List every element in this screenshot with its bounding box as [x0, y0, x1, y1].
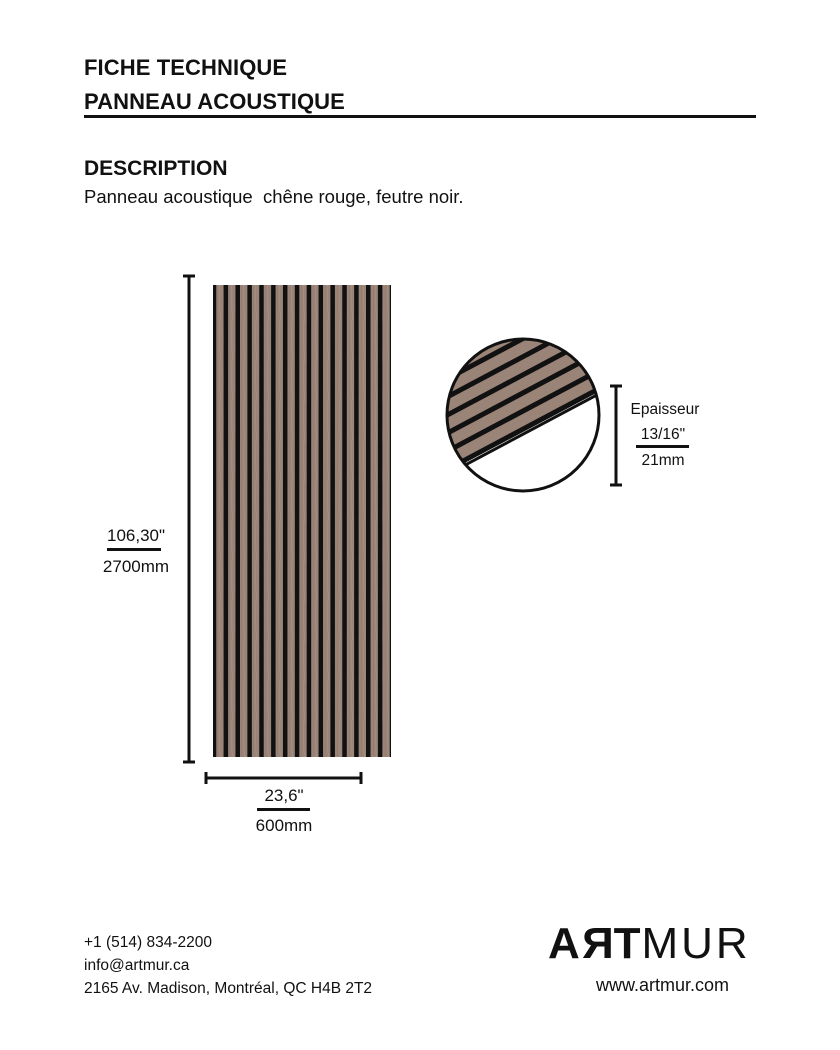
slat-grain: [276, 285, 283, 757]
thickness-inches-label: 13/16": [640, 426, 686, 443]
description-text: Panneau acoustique chêne rouge, feutre noir.: [84, 186, 464, 207]
height-inches-label: 106,30": [106, 526, 166, 545]
acoustic-panel: [213, 285, 391, 757]
width-fraction-bar: [257, 808, 310, 811]
thickness-label: Epaisseur: [630, 401, 700, 418]
height-mm-label: 2700mm: [102, 557, 170, 576]
width-dimension-line: [206, 772, 361, 784]
description-heading: DESCRIPTION: [84, 157, 228, 180]
contact-address: 2165 Av. Madison, Montréal, QC H4B 2T2: [84, 980, 373, 997]
contact-phone: +1 (514) 834-2200: [84, 934, 212, 951]
artmur-logo: ARTMUR: [548, 919, 751, 968]
slat-grain: [371, 285, 378, 757]
height-fraction-bar: [107, 548, 161, 551]
slat-grain: [335, 285, 342, 757]
width-inches-label: 23,6": [264, 786, 304, 805]
thickness-detail-circle: [343, 240, 670, 500]
slat-grain: [299, 285, 306, 757]
slat-grain: [216, 285, 223, 757]
slat-grain: [228, 285, 235, 757]
thickness-fraction-bar: [636, 445, 689, 448]
height-dimension-line: [183, 276, 195, 762]
slat-grain: [311, 285, 318, 757]
slat-grain: [359, 285, 366, 757]
doc-title-line1: FICHE TECHNIQUE: [84, 55, 288, 80]
slat-grain: [347, 285, 354, 757]
website-link[interactable]: www.artmur.com: [596, 975, 730, 995]
slat-grain: [240, 285, 247, 757]
doc-title-line2: PANNEAU ACOUSTIQUE: [84, 89, 345, 114]
slat-grain: [264, 285, 271, 757]
slat-grain: [382, 285, 389, 757]
contact-email: info@artmur.ca: [84, 957, 190, 974]
slat-grain: [287, 285, 294, 757]
thickness-mm-label: 21mm: [641, 452, 685, 469]
slat-grain: [252, 285, 259, 757]
slat-grain: [323, 285, 330, 757]
width-mm-label: 600mm: [255, 816, 313, 835]
